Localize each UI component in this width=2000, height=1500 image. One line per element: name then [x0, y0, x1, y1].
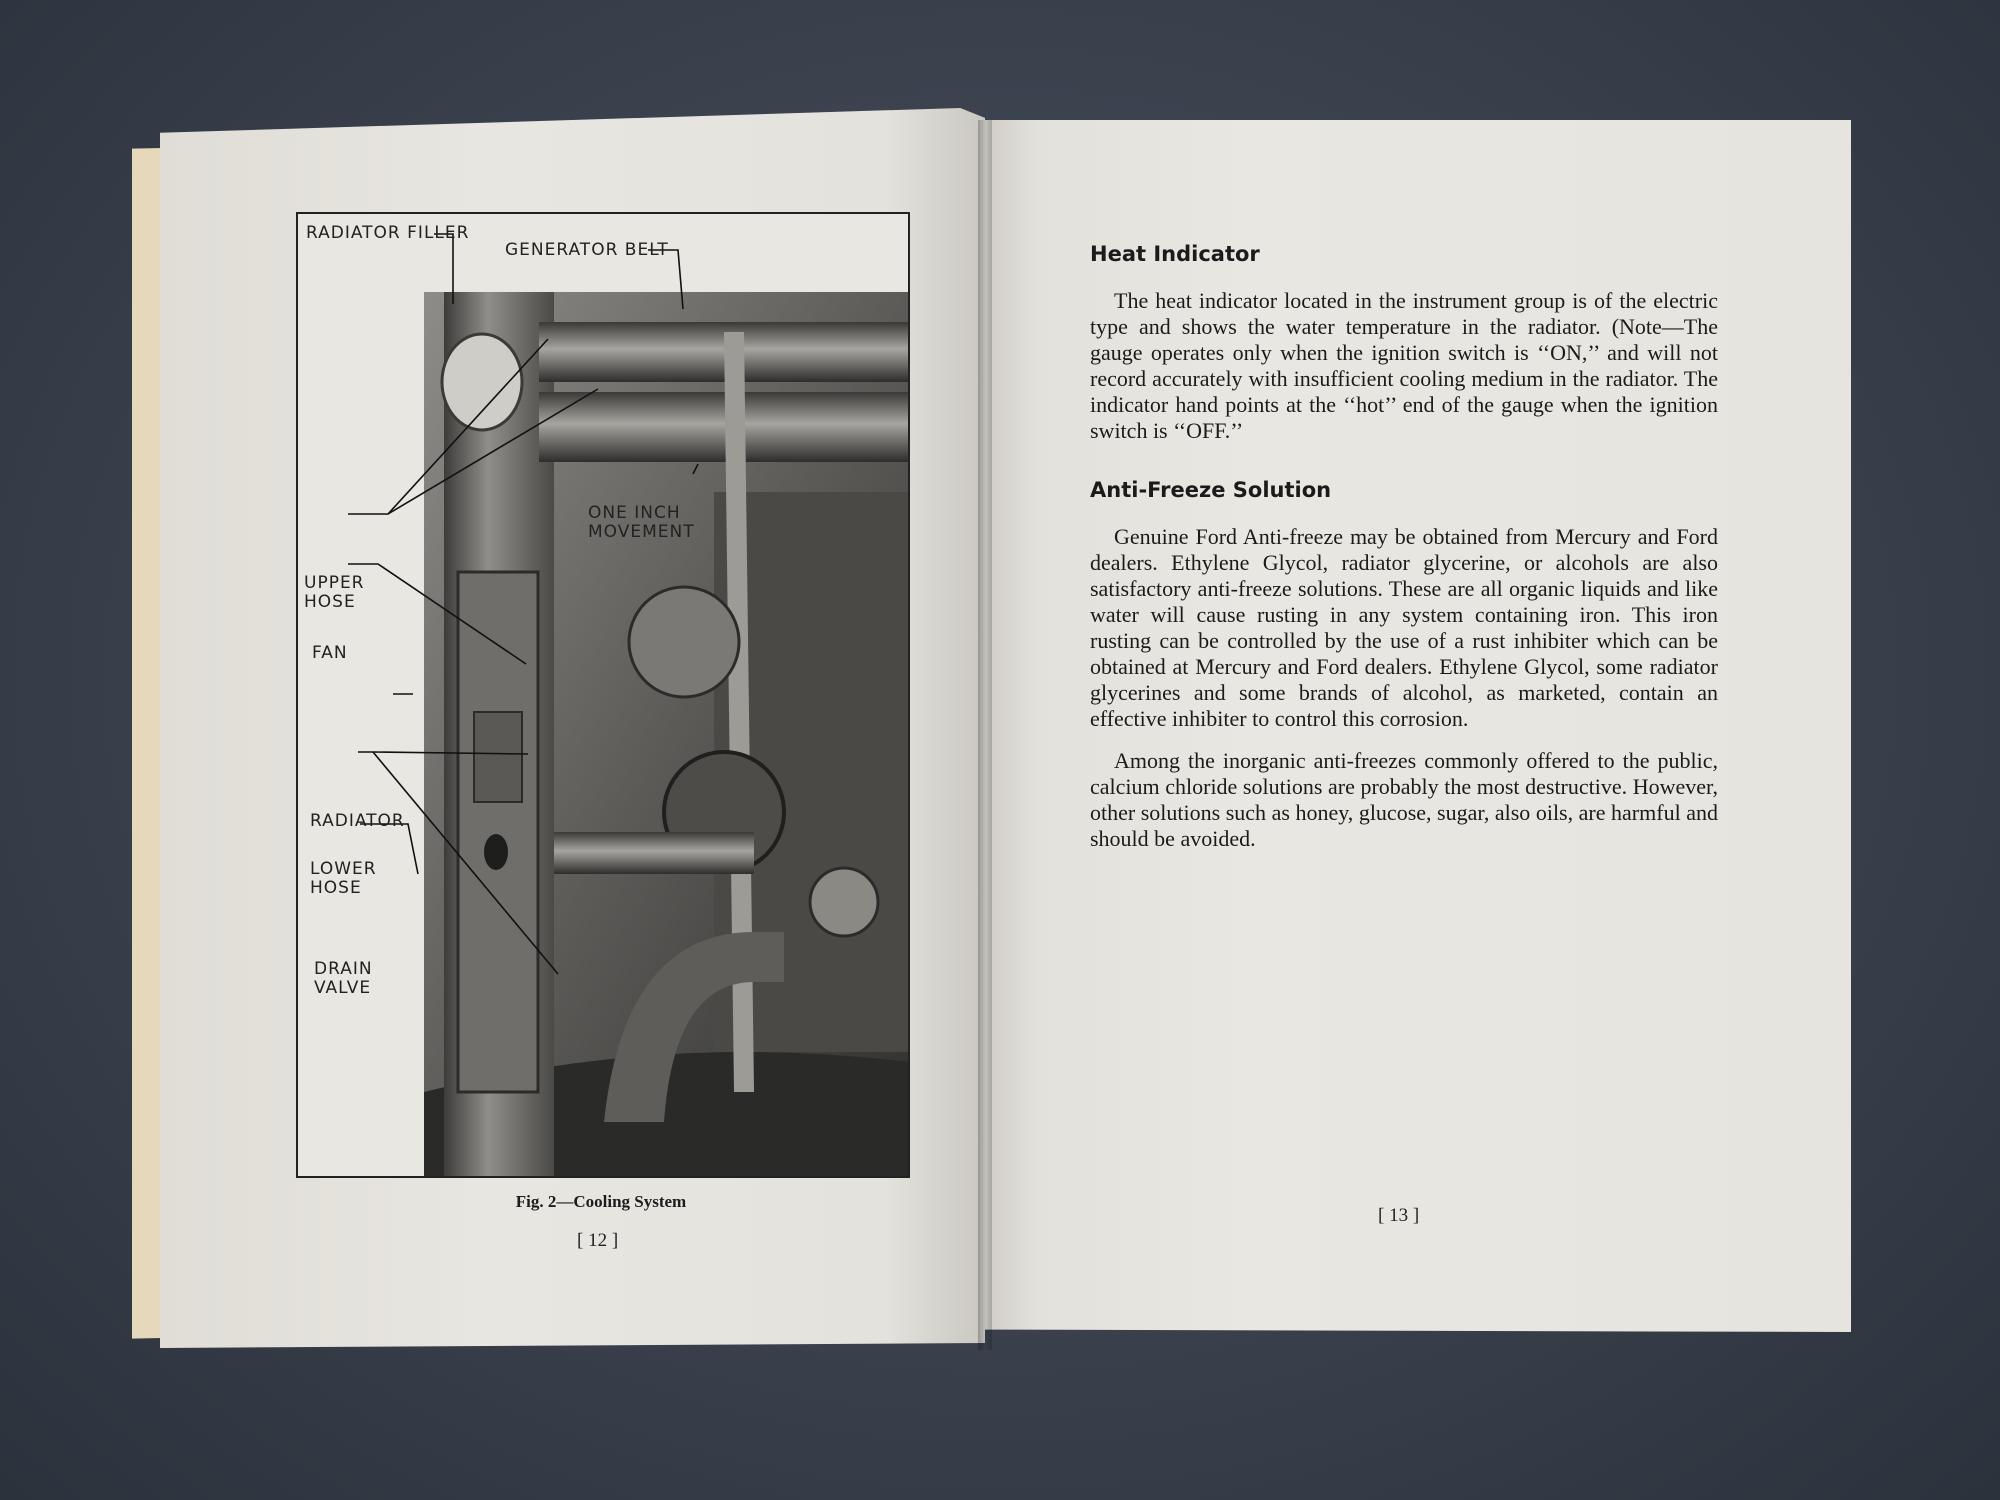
paragraph: Among the inorganic anti-freezes commonly offered to the public, calcium chloride solutions are probably the most destructive. However, other solutions such as honey, glucose, sugar, also oils, are harmful and should be avoided.: [1090, 748, 1718, 851]
generator-belt-label: GENERATOR BELT: [505, 240, 669, 260]
cooling-system-figure: [296, 212, 910, 1178]
one-inch-movement-label: ONE INCH MOVEMENT: [588, 503, 695, 542]
paragraph: Genuine Ford Anti-freeze may be obtained from Mercury and Ford dealers. Ethylene Glycol, radiator glycerine, or alcohols are also satisfactory anti-freeze solutions. These are all organic liquids and like water will cause rusting in any system containing iron. This iron rusting can be controlled by the use of a rust inhibiter which can be obtained at Mercury and Ford dealers. Ethylene Glycol, some radiator glycerines and some brands of alcohol, as marketed, contain an effective inhibiter to control this corrosion.: [1090, 524, 1718, 731]
book-gutter: [978, 120, 992, 1350]
radiator-label: RADIATOR: [310, 811, 405, 831]
page-number-right: [ 13 ]: [1378, 1205, 1420, 1226]
page-number-left: [ 12 ]: [577, 1230, 619, 1251]
lower-hose-label: LOWER HOSE: [310, 859, 377, 898]
right-page-text: [1090, 242, 1718, 868]
section-heading: Anti-Freeze Solution: [1090, 478, 1332, 502]
radiator-filler-label: RADIATOR FILLER: [306, 223, 470, 243]
paragraph: The heat indicator located in the instrument group is of the electric type and shows the water temperature in the radiator. (Note—The gauge operates only when the ignition switch is ‘‘ON,’’ and will not record accurately with insufficient cooling medium in the radiator. The indicator hand points at the ‘‘hot’’ end of the gauge when the ignition switch is ‘‘OFF.’’: [1090, 288, 1718, 443]
drain-valve-label: DRAIN VALVE: [314, 959, 373, 998]
figure-caption: Fig. 2—Cooling System: [515, 1192, 687, 1211]
section-heading: Heat Indicator: [1090, 242, 1260, 266]
engine-photo: [424, 292, 908, 1176]
upper-hose-label: UPPER HOSE: [304, 573, 365, 612]
fan-label: FAN: [312, 643, 348, 663]
